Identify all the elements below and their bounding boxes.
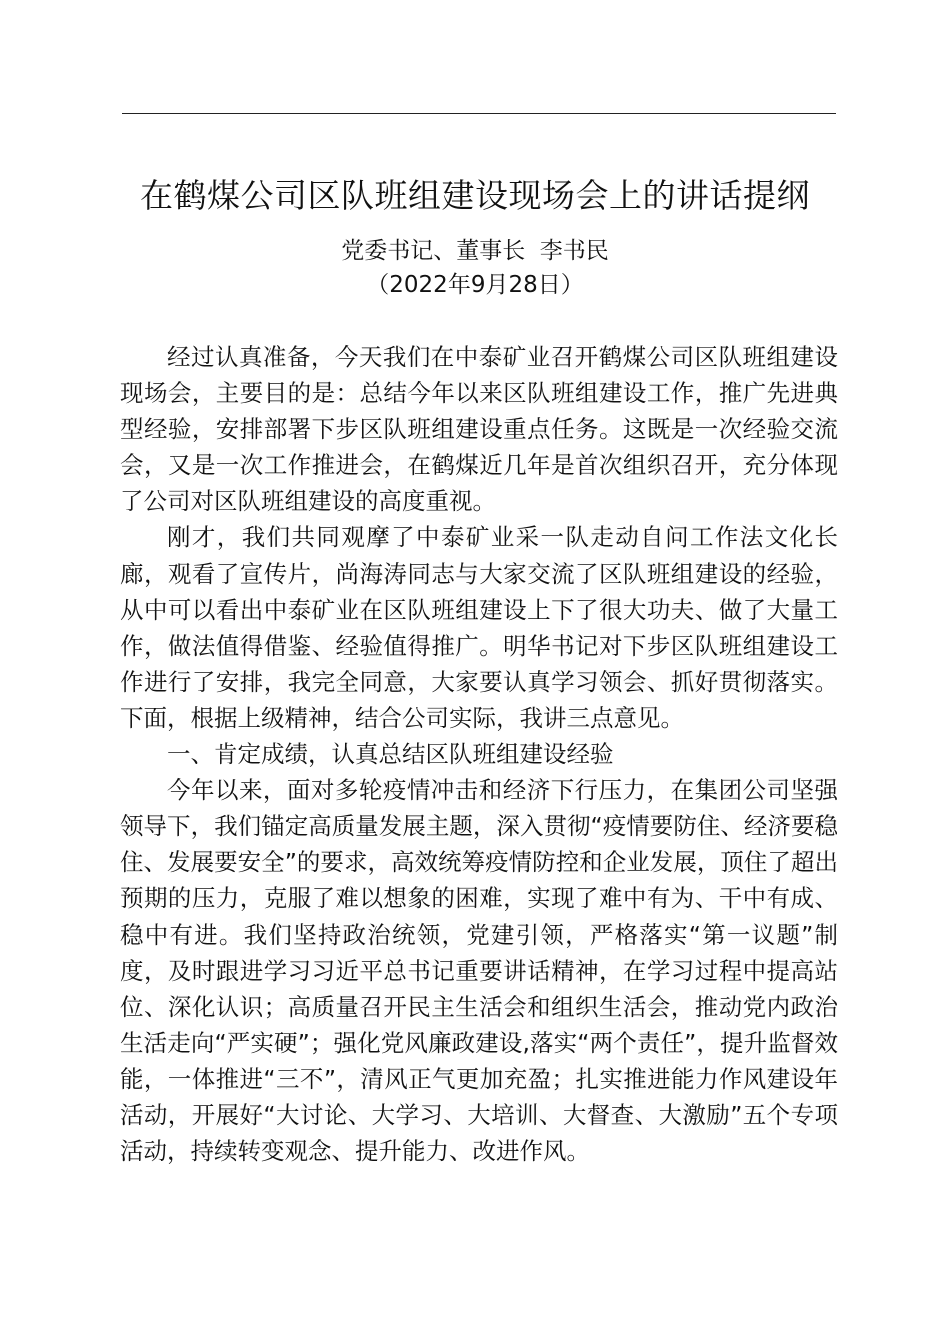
paragraph-achievements: 今年以来，面对多轮疫情冲击和经济下行压力，在集团公司坚强领导下，我们锚定高质量发展主题，深入贯彻“疫情要防住、经济要稳住、发展要安全”的要求，高效统筹疫情防控和企业发展，顶住了超出预期的压力，克服了难以想象的困难，实现了难中有为、干中有成、稳中有进。我们坚持政治统领，党建引领，严格落实“第一议题”制度，及时跟进学习习近平总书记重要讲话精神，在学习过程中提高站位、深化认识；高质量召开民主生活会和组织生活会，推动党内政治生活走向“严实硬”；强化党风廉政建设,落实“两个责任”，提升监督效能，一体推进“三不”，清风正气更加充盈；扎实推进能力作风建设年活动，开展好“大讨论、大学习、大培训、大督查、大激励”五个专项活动，持续转变观念、提升能力、改进作风。 [120,776,838,1166]
date-line: （2022年9月28日） [366,272,584,298]
author-line: 党委书记、董事长 李书民 [341,238,609,264]
document-title: 在鹤煤公司区队班组建设现场会上的讲话提纲 [140,176,810,215]
paragraph-observation: 刚才，我们共同观摩了中泰矿业采一队走动自问工作法文化长廊，观看了宣传片，尚海涛同志与大家交流了区队班组建设的经验，从中可以看出中泰矿业在区队班组建设上下了很大功夫、做了大量工作，做法值得借鉴、经验值得推广。明华书记对下步区队班组建设工作进行了安排，我完全同意，大家要认真学习领会、抓好贯彻落实。下面，根据上级精神，结合公司实际，我讲三点意见。 [120,523,838,732]
header-rule [122,113,836,114]
document-body [120,339,838,1169]
paragraph-intro: 经过认真准备，今天我们在中泰矿业召开鹤煤公司区队班组建设现场会，主要目的是：总结今年以来区队班组建设工作，推广先进典型经验，安排部署下步区队班组建设重点任务。这既是一次经验交流会，又是一次工作推进会，在鹤煤近几年是首次组织召开，充分体现了公司对区队班组建设的高度重视。 [120,343,838,516]
section-heading-1: 一、肯定成绩，认真总结区队班组建设经验 [167,740,614,769]
